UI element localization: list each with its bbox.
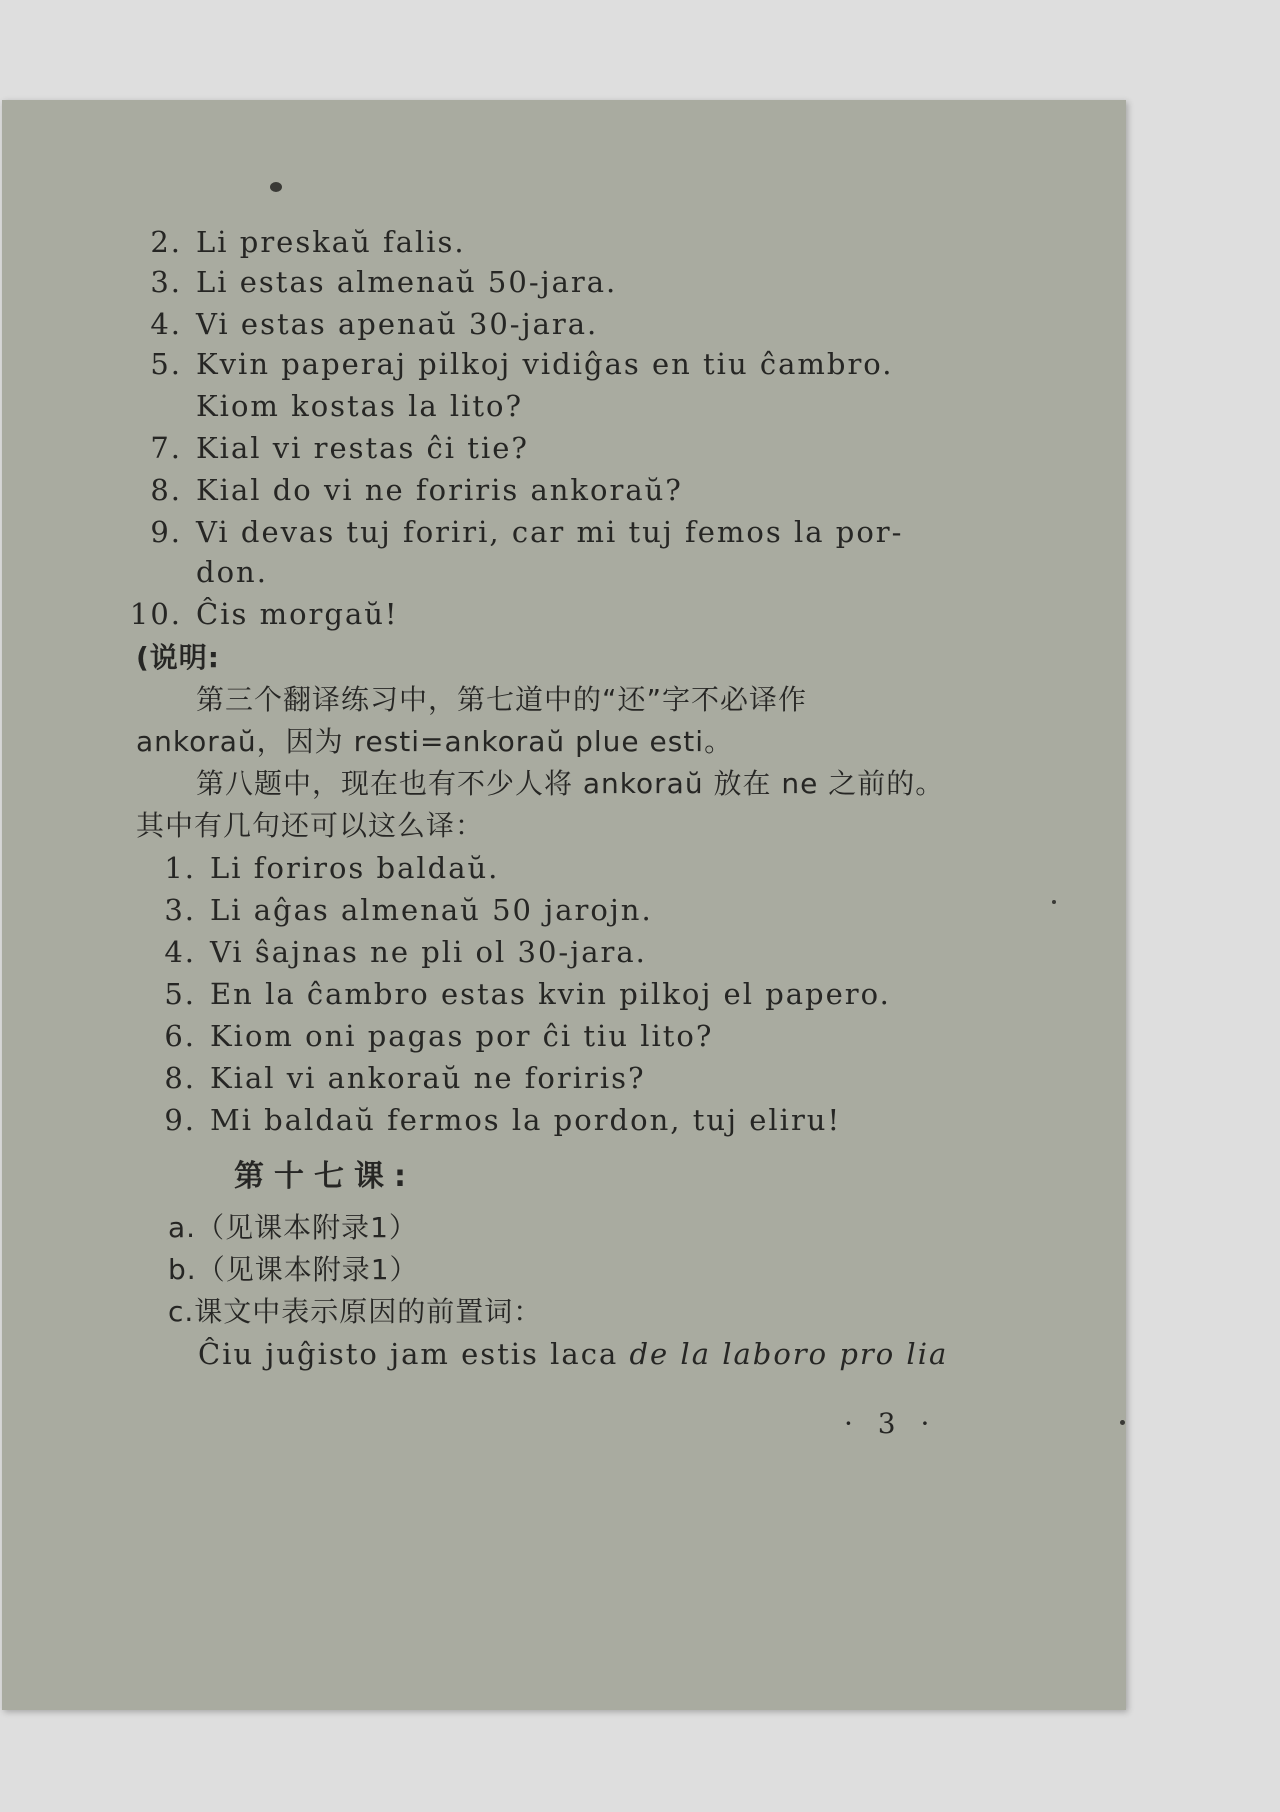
line-number: 1. xyxy=(164,851,196,885)
line-number: 3. xyxy=(150,265,182,299)
alt-line xyxy=(136,1103,842,1137)
item-label: a. xyxy=(168,1211,197,1244)
line-text: Vi estas apenaŭ 30-jara. xyxy=(196,307,599,341)
note-paragraph: 第三个翻译练习中，第七道中的“还”字不必译作 xyxy=(196,683,808,716)
item-label: b. xyxy=(168,1253,197,1286)
line-number: 2. xyxy=(150,225,182,259)
line-number: 10. xyxy=(129,597,182,631)
item-label: c. xyxy=(168,1295,195,1328)
line-number: 7. xyxy=(150,431,182,465)
line-number: 4. xyxy=(150,307,182,341)
line-text: Li estas almenaŭ 50-jara. xyxy=(196,265,618,299)
note-label: (说明: xyxy=(136,641,220,674)
exercise-line xyxy=(122,473,683,507)
line-number: 9. xyxy=(164,1103,196,1137)
line-text: Vi devas tuj foriri, car mi tuj femos la por- xyxy=(196,515,904,549)
item-text: （见课本附录1） xyxy=(196,1211,418,1244)
ink-speck xyxy=(1052,900,1056,904)
line-number: 5. xyxy=(164,977,196,1011)
book-page xyxy=(2,100,1126,1710)
sentence-plain: Ĉiu juĝisto jam estis laca xyxy=(198,1337,630,1371)
exercise-line xyxy=(122,597,399,631)
exercise-line xyxy=(122,515,904,549)
exercise-line xyxy=(122,431,529,465)
line-text: Li preskaŭ falis. xyxy=(196,225,466,259)
note-paragraph: 第八题中，现在也有不少人将 ankoraŭ 放在 ne 之前的。 xyxy=(196,767,945,800)
alt-line xyxy=(136,1061,646,1095)
line-text: Li foriros baldaŭ. xyxy=(210,851,500,885)
line-number: 4. xyxy=(164,935,196,969)
alt-line xyxy=(136,977,891,1011)
item-text: （见课本附录1） xyxy=(196,1253,419,1286)
line-text: Kiom kostas la lito? xyxy=(196,389,524,423)
lesson-heading: 第十七课: xyxy=(234,1159,416,1194)
line-text: Mi baldaŭ fermos la pordon, tuj eliru! xyxy=(210,1103,842,1137)
lesson-item xyxy=(168,1253,419,1286)
ink-speck xyxy=(270,182,282,192)
exercise-line xyxy=(122,389,524,423)
lesson-item xyxy=(168,1211,418,1244)
note-paragraph: 其中有几句还可以这么译： xyxy=(136,809,485,842)
item-text: 课文中表示原因的前置词： xyxy=(194,1295,543,1328)
ink-speck xyxy=(1120,1420,1125,1425)
exercise-line xyxy=(122,307,599,341)
alt-line xyxy=(136,1019,714,1053)
line-text: En la ĉambro estas kvin pilkoj el papero. xyxy=(210,977,891,1011)
line-number: 3. xyxy=(164,893,196,927)
example-sentence xyxy=(198,1337,949,1371)
line-number: 9. xyxy=(150,515,182,549)
line-text: Kvin paperaj pilkoj vidiĝas en tiu ĉambro. xyxy=(196,347,894,381)
sentence-italic: de la laboro pro lia xyxy=(629,1337,949,1371)
line-text: don. xyxy=(196,555,268,589)
line-text: Kial vi restas ĉi tie? xyxy=(196,431,529,465)
exercise-line xyxy=(122,225,466,259)
exercise-line xyxy=(122,347,894,381)
alt-line xyxy=(136,851,500,885)
line-text: Kial vi ankoraŭ ne foriris? xyxy=(210,1061,646,1095)
line-text: Vi ŝajnas ne pli ol 30-jara. xyxy=(210,935,647,969)
alt-line xyxy=(136,893,653,927)
page-number: · 3 · xyxy=(844,1407,938,1440)
line-text: Kiom oni pagas por ĉi tiu lito? xyxy=(210,1019,714,1053)
exercise-line xyxy=(122,265,618,299)
line-text: Li aĝas almenaŭ 50 jarojn. xyxy=(210,893,653,927)
line-number: 8. xyxy=(164,1061,196,1095)
line-number: 8. xyxy=(150,473,182,507)
line-number: 6. xyxy=(164,1019,196,1053)
line-text: Kial do vi ne foriris ankoraŭ? xyxy=(196,473,683,507)
exercise-line xyxy=(122,555,268,589)
lesson-item xyxy=(168,1295,543,1328)
line-text: Ĉis morgaŭ! xyxy=(196,597,399,631)
note-paragraph: ankoraŭ，因为 resti=ankoraŭ plue esti。 xyxy=(136,725,734,758)
alt-line xyxy=(136,935,647,969)
line-number: 5. xyxy=(150,347,182,381)
